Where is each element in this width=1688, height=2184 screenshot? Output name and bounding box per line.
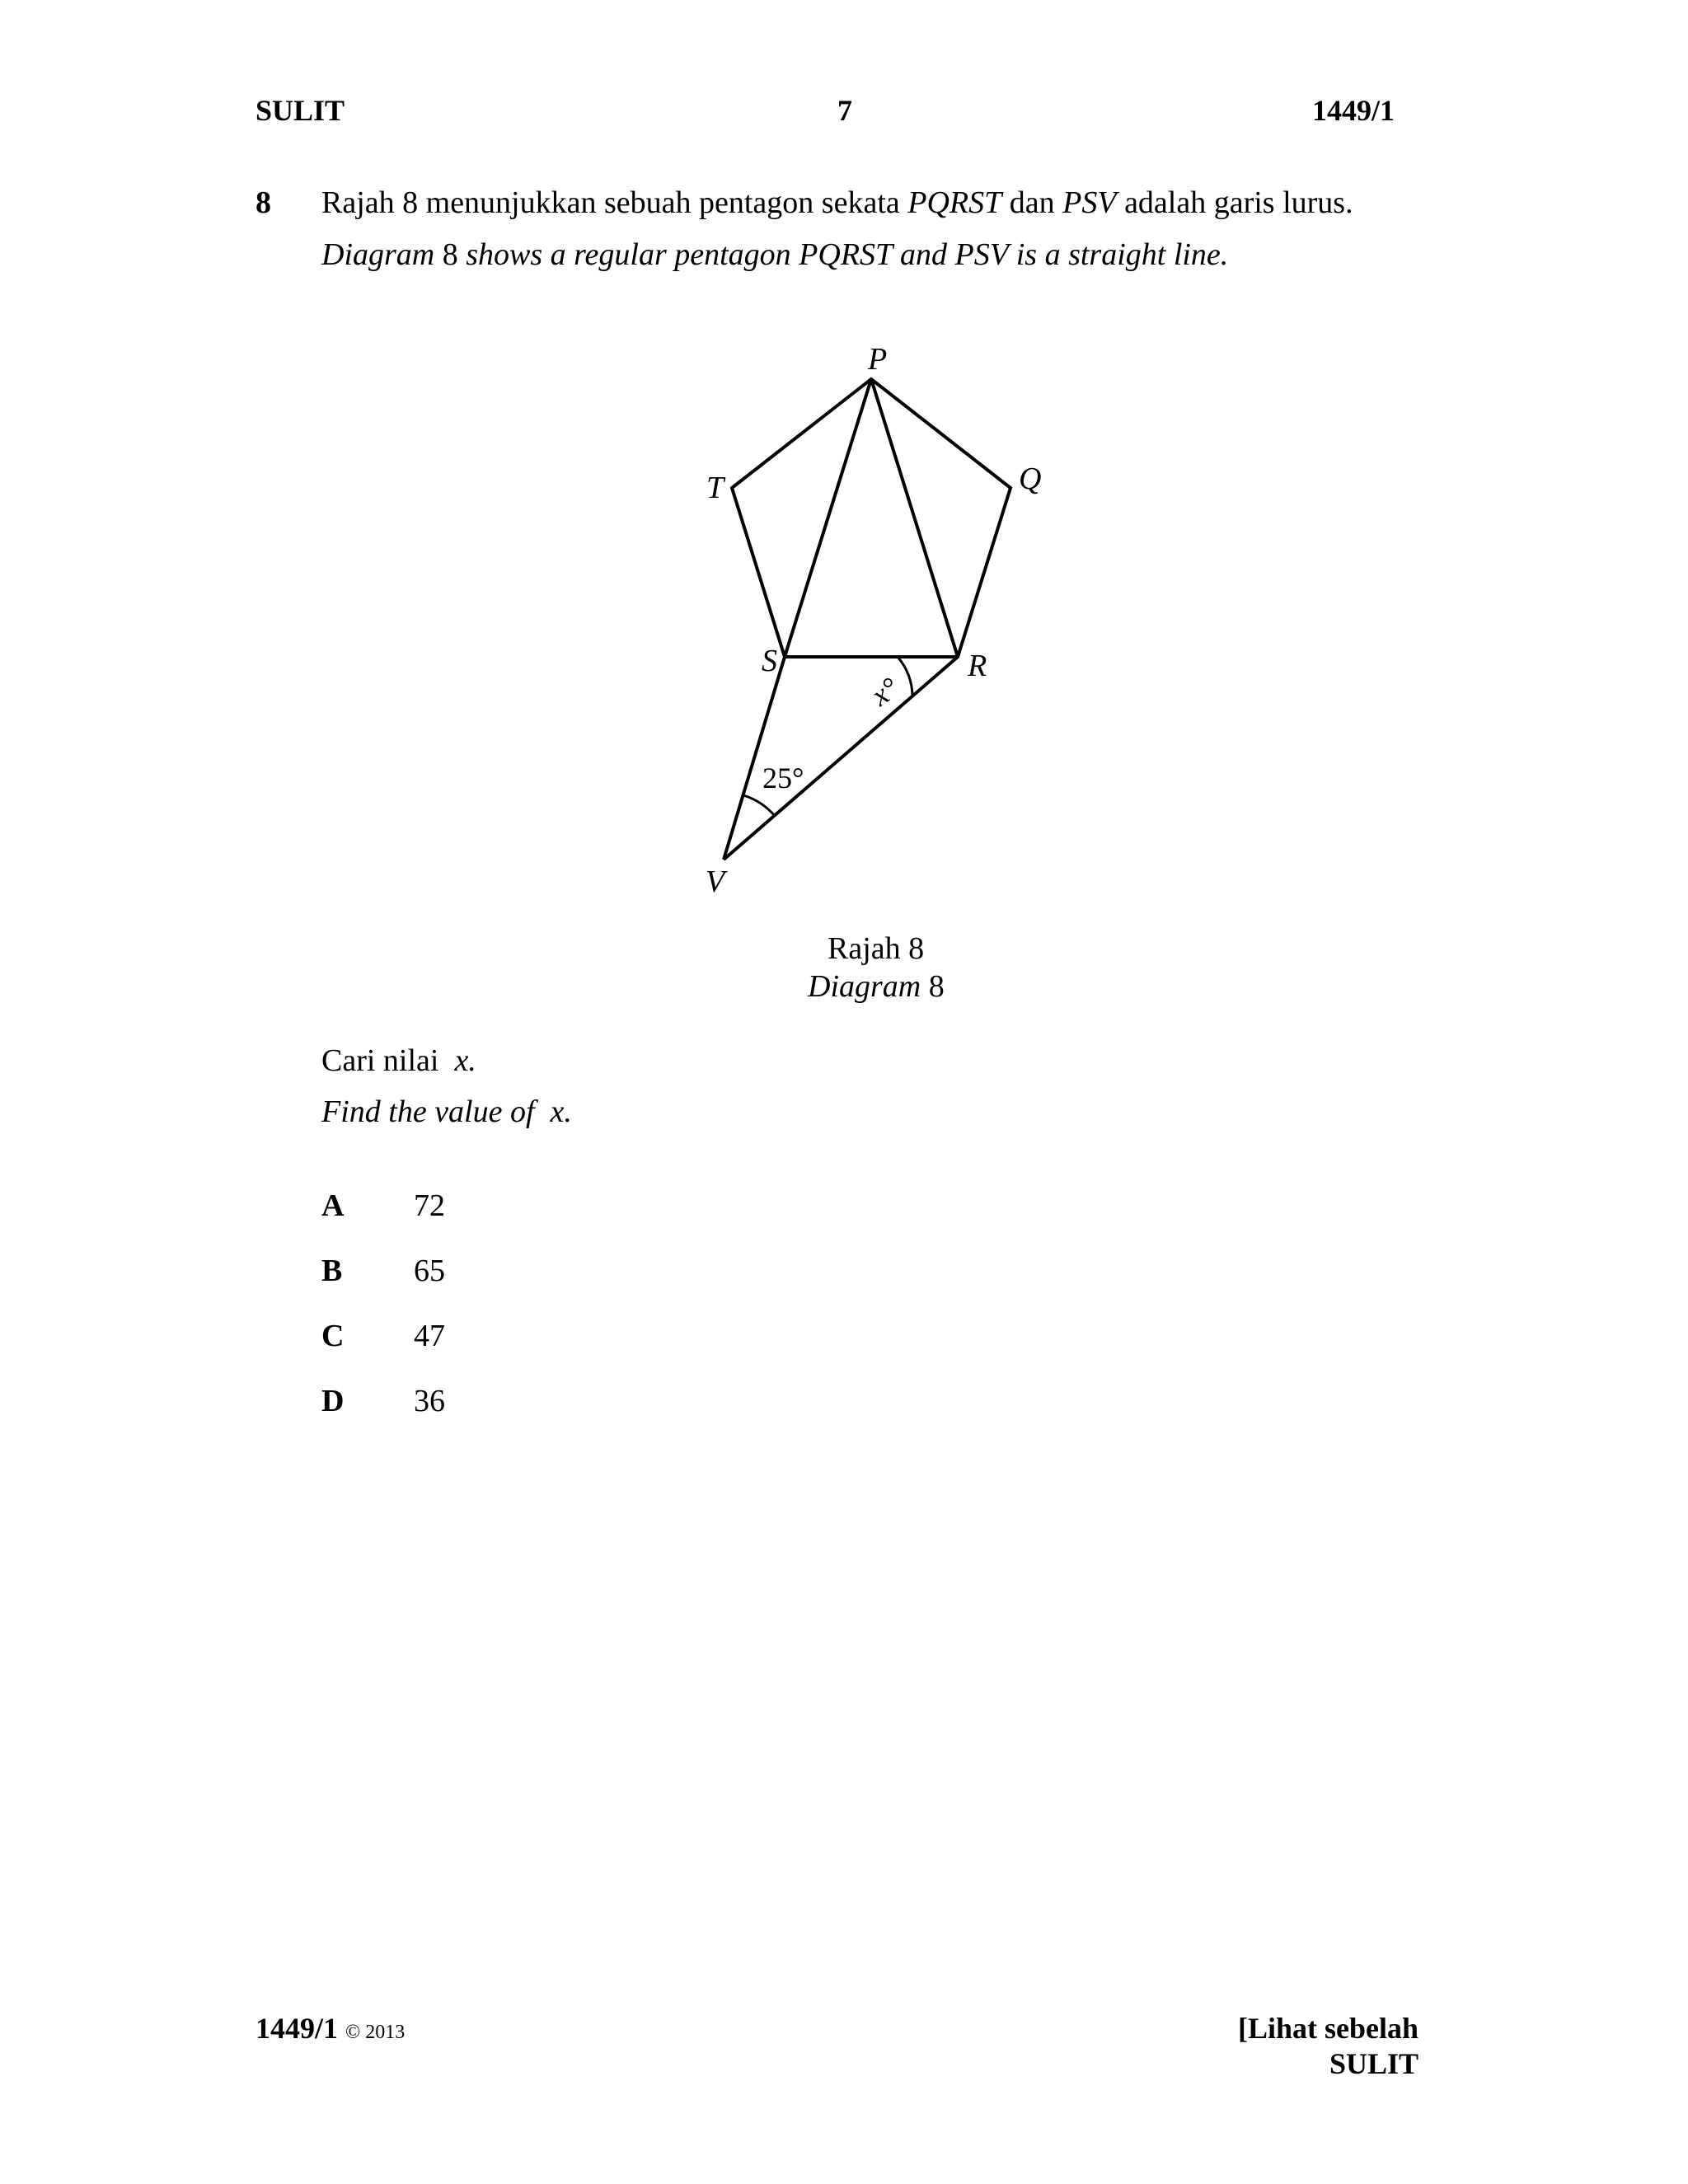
pentagon-pqrst: [732, 379, 1010, 657]
prompt-english: Find the value of x.: [321, 1094, 572, 1129]
prompt-malay-x: x.: [454, 1043, 476, 1078]
option-d-value: 36: [414, 1384, 445, 1418]
vertex-label-q: Q: [1019, 462, 1042, 496]
footer-copyright: © 2013: [345, 2022, 406, 2043]
option-a-letter: A: [321, 1188, 345, 1223]
line-sv: [724, 657, 785, 860]
question-malay-pqrst: PQRST: [907, 185, 1002, 220]
line-rv: [724, 657, 958, 860]
line-ps: [785, 379, 871, 657]
question-malay-part3: adalah garis lurus.: [1116, 185, 1353, 220]
question-malay-part1: Rajah 8 menunjukkan sebuah pentagon sekata: [321, 185, 908, 220]
question-english-part1: Diagram: [321, 237, 435, 272]
option-a-value: 72: [414, 1188, 445, 1223]
footer-lihat-sebelah: [Lihat sebelah: [1237, 2012, 1418, 2045]
angle-arc-x: [898, 657, 912, 696]
question-english-part3: shows a regular pentagon PQRST and PSV is a straight line.: [466, 237, 1229, 272]
option-c-value: 47: [414, 1319, 445, 1353]
option-b-value: 65: [414, 1254, 445, 1288]
caption-english: [808, 968, 945, 1005]
vertex-label-s: S: [762, 644, 777, 678]
question-number: 8: [256, 185, 271, 220]
vertex-label-r: R: [968, 649, 987, 683]
prompt-malay: [321, 1043, 476, 1079]
angle-label-25: 25°: [762, 762, 804, 794]
question-malay-psv: PSV: [1062, 185, 1117, 220]
angle-label-x: x°: [865, 670, 905, 713]
vertex-label-p: P: [868, 342, 888, 377]
vertex-label-v: V: [706, 865, 725, 899]
caption-malay: Rajah 8: [828, 931, 925, 966]
footer-sulit: SULIT: [1329, 2047, 1418, 2080]
option-b-letter: B: [321, 1254, 343, 1288]
question-english-part2: 8: [434, 237, 467, 272]
footer-code-text: 1449/1: [256, 2012, 339, 2045]
footer-code: [256, 2011, 405, 2046]
caption-english-num: 8: [921, 969, 945, 1004]
vertex-label-t: T: [706, 471, 724, 505]
option-c-letter: C: [321, 1319, 345, 1353]
question-malay-part2: dan: [1001, 185, 1063, 220]
line-pr: [871, 379, 958, 657]
option-d-letter: D: [321, 1384, 345, 1418]
header-right: 1449/1: [1312, 94, 1395, 127]
angle-arc-25: [743, 795, 775, 816]
prompt-malay-text: Cari nilai: [321, 1043, 455, 1078]
page-number: 7: [837, 94, 852, 127]
caption-english-word: Diagram: [808, 969, 921, 1004]
header-left: SULIT: [256, 94, 345, 127]
